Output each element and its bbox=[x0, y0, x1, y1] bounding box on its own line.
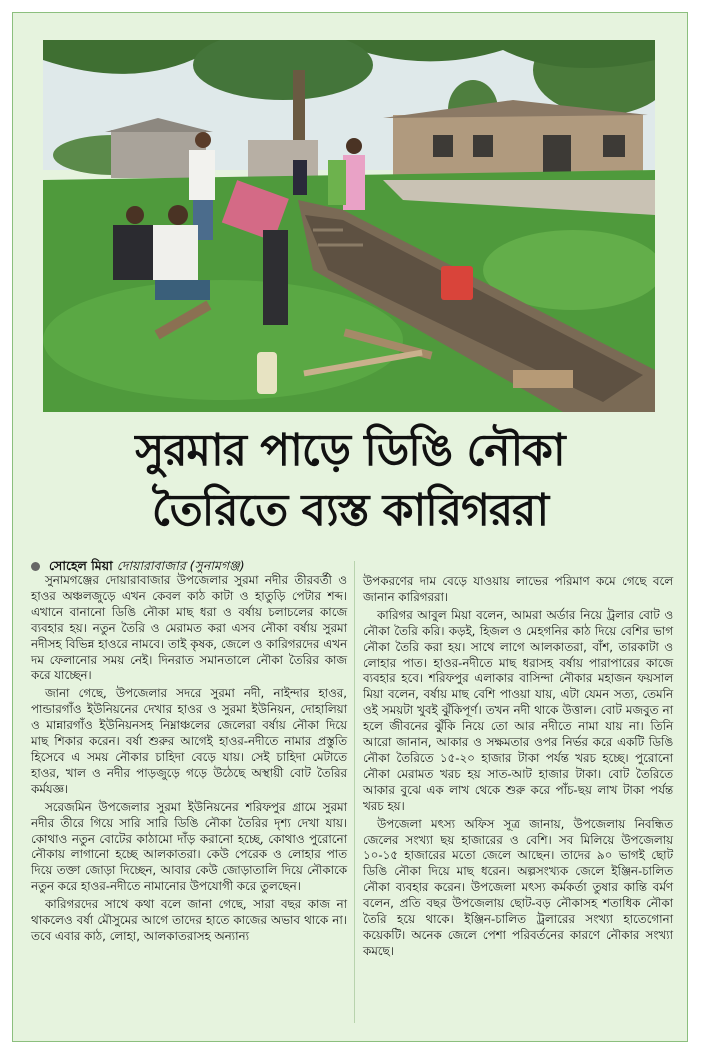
paragraph: কারিগর আবুল মিয়া বলেন, আমরা অর্ডার নিয়ে ট্রলার বোট ও নৌকা তৈরি করি। কড়ই, হিজল ও মেহগনির কাঠ দিয়ে বেশির ভাগ নৌকা তৈরি করা হয়। সাথে লাগে আলকাতরা, বাঁশ, তারকাটা ও লোহার পাত। হাওর-নদীতে মাছ ধরাসহ বর্ষায় পারাপারের কাজে ব্যবহার হবে। শরিফপুর এলাকার বাসিন্দা নৌকার মহাজন ফয়সাল মিয়া বলেন, বর্ষায় মাছ বেশি পাওয়া যায়, এটা যেমন সত্য, তেমনি ওই সময়টা খুবই ঝুঁকিপূর্ণ। তখন নদী থাকে উত্তাল। বোট মজবুত না হলে জীবনের ঝুঁকি নিয়ে তো আর নদীতে নামা যায় না। তিনি আরো জানান, আকার ও সক্ষমতার ওপর নির্ভর করে একটি ডিঙি নৌকা তৈরিতে ১৫-২০ হাজার টাকা পর্যন্ত খরচ হচ্ছে। পুরোনো নৌকা মেরামত খরচ হয় সাত-আট হাজার টাকা। বোট তৈরিতে আকার বুঝে এক লাখ থেকে শুরু করে পাঁচ-ছয় লাখ টাকা পর্যন্ত খরচ হয়। bbox=[363, 607, 673, 813]
paragraph: উপজেলা মৎস্য অফিস সূত্র জানায়, উপজেলায় নিবন্ধিত জেলের সংখ্যা ছয় হাজারের ও বেশি। সব মিলিয়ে উপজেলায় ১০-১৫ হাজারের মতো জেলে আছেন। তাদের ৯০ ভাগই ছোট ডিঙি নৌকা দিয়ে মাছ ধরেন। অল্পসংখ্যক জেলে ইঞ্জিন-চালিত নৌকা ব্যবহার করেন। উপজেলা মৎস্য কর্মকর্তা তুষার কান্তি বর্মণ বলেন, প্রতি বছর উপজেলায় ছোট-বড় নৌকাসহ শতাধিক নৌকা তৈরি হয়ে থাকে। ইঞ্জিন-চালিত ট্রলারের সংখ্যা হাতেগোনা কয়েকটি। অনেক জেলে পেশা পরিবর্তনের কারণে নৌকার সংখ্যা কমছে। bbox=[363, 816, 673, 958]
article-photo bbox=[43, 40, 655, 412]
headline-line-1: সুরমার পাড়ে ডিঙি নৌকা bbox=[135, 425, 565, 476]
dateline-place: দোয়ারাবাজার (সুনামগঞ্জ) bbox=[116, 558, 245, 573]
article-column-1 bbox=[31, 573, 347, 947]
paragraph: উপকরণের দাম বেড়ে যাওয়ায় লাভের পরিমাণ কমে গেছে বলে জানান কারিগররা। bbox=[363, 574, 673, 604]
paragraph: জানা গেছে, উপজেলার সদরে সুরমা নদী, নাইন্দার হাওর, পান্ডারগাঁও ইউনিয়নের দেখার হাওর ও সুরমা ইউনিয়ন, দোহালিয়া ও মান্নারগাঁও ইউনিয়নসহ নিম্নাঞ্চলের জেলেরা বর্ষায় নৌকা দিয়ে মাছ শিকার করেন। বর্ষা শুরুর আগেই হাওর-নদীতে নামার প্রস্তুতি হিসেবে এ সময় নৌকার চাহিদা বেড়ে যায়। সেই চাহিদা মেটাতে হাওর, খাল ও নদীর পাড়জুড়ে গড়ে উঠেছে অস্থায়ী বোট তৈরির কর্মযজ্ঞ। bbox=[31, 686, 347, 796]
paragraph: সরেজমিন উপজেলার সুরমা ইউনিয়নের শরিফপুর গ্রামে সুরমা নদীর তীরে গিয়ে সারি সারি ডিঙি নৌকা তৈরির দৃশ্য দেখা যায়। কোথাও নতুন বোটের কাঠামো দাঁড় করানো হচ্ছে, কোথাও পুরোনো নৌকায় লাগানো হচ্ছে আলকাতরা। কেউ পেরেক ও লোহার পাত দিয়ে তক্তা জোড়া দিচ্ছেন, আবার কেউ জোড়াতালি দিয়ে নৌকাকে নতুন করে হাওর-নদীতে নামানোর উপযোগী করে তুলছেন। bbox=[31, 799, 347, 894]
article-column-2 bbox=[363, 574, 673, 962]
headline-line-2: তৈরিতে ব্যস্ত কারিগররা bbox=[151, 485, 549, 536]
author-name: সোহেল মিয়া bbox=[48, 558, 113, 573]
column-divider bbox=[354, 561, 355, 1023]
newspaper-clipping bbox=[12, 12, 688, 1042]
paragraph: সুনামগঞ্জের দোয়ারাবাজার উপজেলার সুরমা নদীর তীরবর্তী ও হাওর অঞ্চলজুড়ে এখন কেবল কাঠ কাটা ও হাতুড়ি পেটার শব্দ। এখানে বানানো ডিঙি নৌকা মাছ ধরা ও বর্ষায় চলাচলের কাজে ব্যবহার হয়। নতুন তৈরি ও মেরামত করা এসব নৌকা বর্ষায় সুরমা নদীসহ বিভিন্ন হাওরে নামবে। তাই কৃষক, জেলে ও কারিগরদের এখন দম ফেলানোর সময় নেই। দিনরাত সমানতালে নৌকা তৈরির কাজ করে যাচ্ছেন। bbox=[31, 573, 347, 683]
bullet-icon bbox=[31, 562, 40, 571]
paragraph: কারিগরদের সাথে কথা বলে জানা গেছে, সারা বছর কাজ না থাকলেও বর্ষা মৌসুমের আগে তাদের হাতে কাজের অভাব থাকে না। তবে এবার কাঠ, লোহা, আলকাতরাসহ অন্যান্য bbox=[31, 897, 347, 943]
